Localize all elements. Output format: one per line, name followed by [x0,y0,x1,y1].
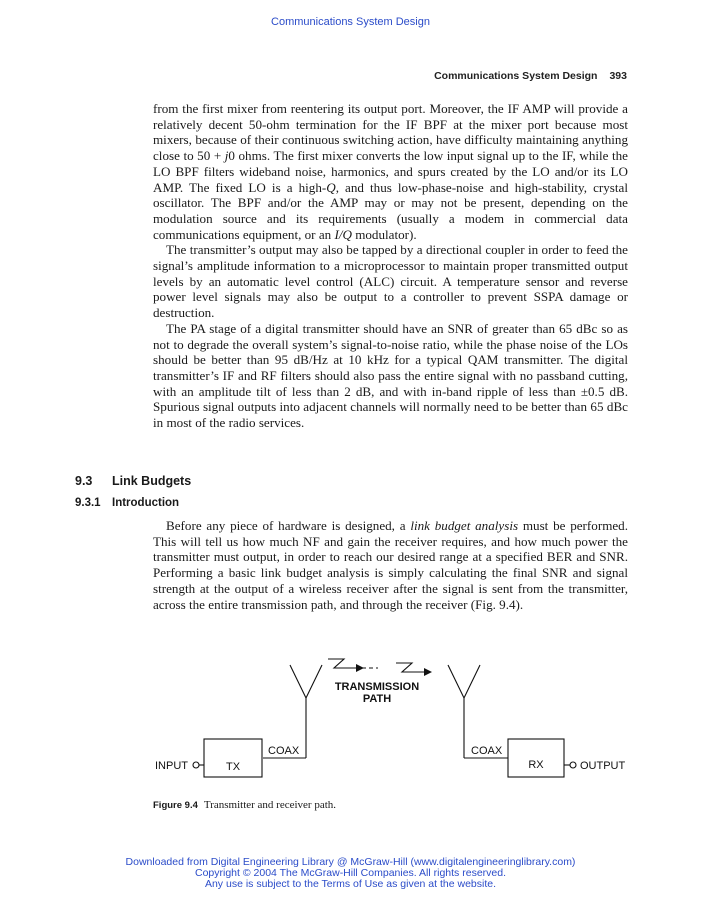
tx-antenna-icon [290,665,322,698]
subsection-number: 9.3.1 [75,497,101,509]
page-number: 393 [609,70,627,82]
output-label: OUTPUT [580,760,626,772]
running-head-title: Communications System Design [434,70,598,82]
body-block-1 [153,101,628,431]
running-head [434,70,627,82]
text-run: 0 ohms. The first mixer converts the low input signal up to the IF, while the LO BPF filters wideband noise, harmonics, and spurs created by the LO and/or its LO AMP. The fixed LO is a high- [153,148,628,195]
italic-iq: I/Q [334,226,352,242]
italic-q: Q [326,179,336,195]
footer-line-3[interactable]: Any use is subject to the Terms of Use as given at the website. [204,878,497,890]
section-heading [75,474,191,488]
text-run: must be performed. This will tell us how much NF and gain the receiver requires, and how much power the transmitter must output, in order to reach our desired range at a specified BER and SNR. Performing a basic link budget analysis is simply calculating the final SNR and signal strength at the output of a wireless receiver after the signal is sent from the transmitter, across the entire transmission path, and through the receiver (Fig. 9.4). [153,518,629,612]
section-title: Link Budgets [112,474,192,488]
output-terminal-icon [570,762,576,768]
radio-wave-icon [328,659,356,668]
tx-label: TX [225,761,241,773]
figure-caption [153,799,336,811]
paragraph-4 [153,518,628,612]
body-block-2 [153,518,628,612]
text-run: from the first mixer from reentering its output port. Moreover, the IF AMP will provide a relatively decent 50-ohm termination for the IF BPF at the mixer port because most mixers, because of their continuous switching action, have difficulty maintaining anything close to 50 + [153,101,628,164]
rx-box [508,739,564,777]
text-run: modulator). [351,226,417,242]
caption-text: Transmitter and receiver path. [203,799,337,811]
rx-antenna-icon [448,665,480,698]
italic-j: j [224,148,229,164]
input-label: INPUT [155,760,188,772]
footer-line-2[interactable]: Copyright © 2004 The McGraw-Hill Companies. All rights reserved. [195,867,506,879]
paragraph-3: The PA stage of a digital transmitter should have an SNR of greater than 65 dBc so as not to degrade the overall system’s signal-to-noise ratio, while the phase noise of the LOs should be better than 95 dB/Hz at 10 kHz for a typical QAM transmitter. The digital transmitter’s IF and RF filters should also pass the entire signal with no passband cutting, with an amplitude tilt of less than 2 dB, and with in-band ripple of less than ±0.5 dB. Spurious signal outputs into adjacent channels will normally need to be better than 65 dBc in most of the radio services. [153,320,628,431]
radio-wave-icon [396,663,424,672]
italic-term: link budget analysis [410,518,519,533]
header-link[interactable]: Communications System Design [271,16,430,28]
coax-left-label: COAX [268,745,300,757]
coax-right-label: COAX [471,745,503,757]
input-terminal-icon [193,762,199,768]
footer [0,857,701,890]
subsection-heading [75,497,179,509]
paragraph-1 [153,101,628,242]
caption-label: Figure 9.4 [153,800,198,811]
paragraph-2: The transmitter’s output may also be tapped by a directional coupler in order to feed the signal’s amplitude information to a microprocessor to maintain proper transmitted output levels by an automatic level control (ALC) circuit. A temperature sensor and reverse power level signals may also be output to a controller to prevent SSPA damage or destruction. [153,242,628,321]
footer-line-1[interactable]: Downloaded from Digital Engineering Library @ McGraw-Hill (www.digitalengineeringlibrary.com) [125,856,576,868]
rx-label: RX [528,759,544,771]
figure-9-4-diagram [0,650,701,800]
path-label-1: TRANSMISSION [334,681,420,693]
arrow-head-icon [356,664,364,672]
subsection-title: Introduction [112,497,180,509]
text-run: , and thus low-phase-noise and high-stability, crystal oscillator. The BPF and/or the AMP may or may not be present, depending on the modulation source and its requirements (usually a modem in commercial data communications equipment, or an [153,179,628,242]
section-number: 9.3 [75,474,93,488]
path-label-2: PATH [362,693,392,705]
text-run: Before any piece of hardware is designed, a [166,518,411,533]
arrow-head-icon [424,668,432,676]
